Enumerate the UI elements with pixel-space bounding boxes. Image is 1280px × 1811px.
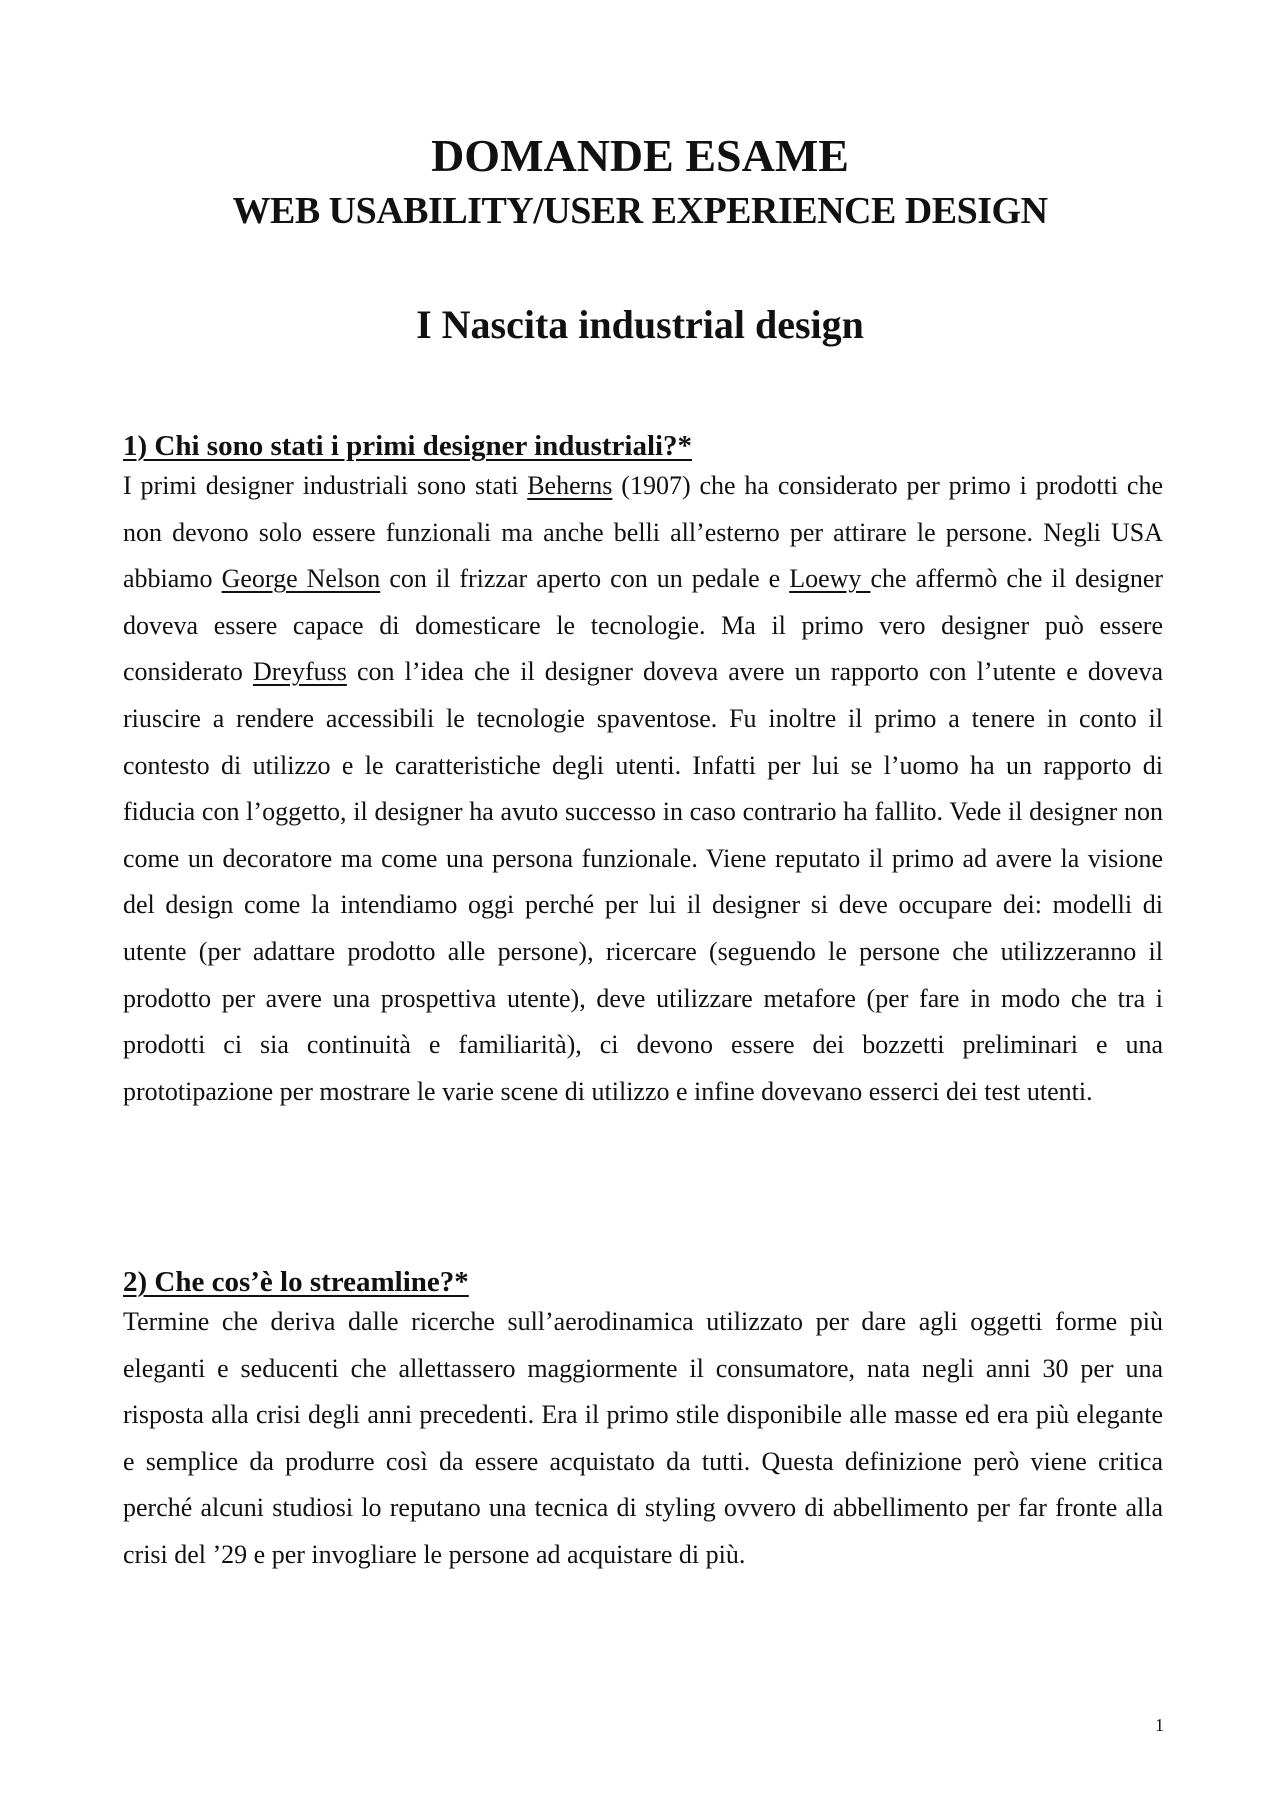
answer-1-text: I primi designer industriali sono stati — [123, 471, 528, 500]
question-2-answer: Termine che deriva dalle ricerche sull’aerodinamica utilizzato per dare agli oggetti forme più eleganti e seducenti che allettassero maggiormente il consumatore, nata negli anni 30 per una risposta alla crisi degli anni precedenti. Era il primo stile disponibile alle masse ed era più elegante e semplice da produrre così da essere acquistato da tutti. Questa definizione però viene critica perché alcuni studiosi lo reputano una tecnica di styling ovvero di abbellimento per far fronte alla crisi del ’29 e per invogliare le persone ad acquistare di più. — [123, 1307, 1163, 1569]
page-number: 1 — [1155, 1715, 1164, 1735]
answer-1-text: con il frizzar aperto con un pedale e — [380, 564, 790, 594]
name-george-nelson: George Nelson — [221, 564, 381, 594]
answer-1-text: (1907) che ha considerato per primo i prodotti che non devono solo essere funzionali ma anche belli all’esterno per attirare le persone. Negli USA abbiamo — [123, 471, 1163, 594]
question-1-title: 1) Chi sono stati i primi designer industriali?* — [123, 430, 693, 462]
document-subtitle: WEB USABILITY/USER EXPERIENCE DESIGN — [232, 190, 1048, 232]
answer-1-text: con l’idea che il designer doveva avere un rapporto con l’utente e doveva riuscire a rendere accessibili le tecnologie spaventose. Fu inoltre il primo a tenere in conto il contesto di utilizzo e le caratteristiche degli utenti. Infatti per lui se l’uomo ha un rapporto di fiducia con l’oggetto, il designer ha avuto successo in caso contrario ha fallito. Vede il designer non come un decoratore ma come una persona funzionale. Viene reputato il primo ad avere la visione del design come la intendiamo oggi perché per lui il designer si deve occupare dei: modelli di utente (per adattare prodotto alle persone), ricercare (seguendo le persone che utilizzeranno il prodotto per avere una prospettiva utente), deve utilizzare metafore (per fare in modo che tra i prodotti ci sia continuità e familiarità), ci devono essere dei bozzetti preliminari e una prototipazione per mostrare le varie scene di utilizzo e infine dovevano esserci dei test utenti. — [123, 657, 1163, 1106]
section-title: I Nascita industrial design — [416, 302, 864, 347]
answer-1-text: che affermò che il designer doveva essere capace di domesticare le tecnologie. Ma il primo vero designer può essere considerato — [123, 564, 1164, 687]
question-1-answer — [123, 463, 1163, 1115]
question-2-title: 2) Che cos’è lo streamline?* — [123, 1266, 469, 1298]
name-beherns: Beherns — [527, 471, 613, 500]
document-title: DOMANDE ESAME — [431, 130, 849, 181]
name-dreyfuss: Dreyfuss — [252, 657, 347, 687]
name-loewy: Loewy — [789, 564, 871, 594]
